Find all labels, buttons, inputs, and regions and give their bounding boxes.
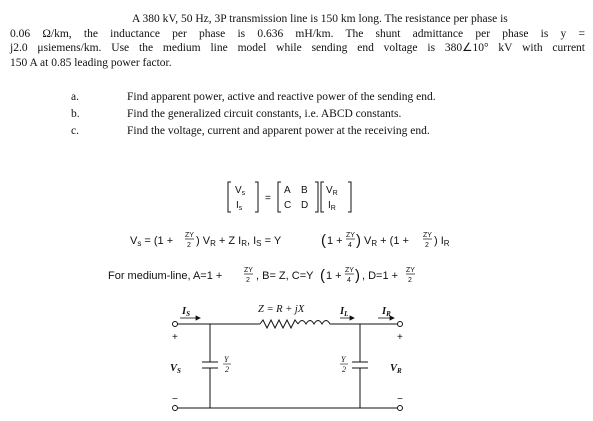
task-a-text: Find apparent power, active and reactive power of the sending end. [127,91,436,103]
plus-right: + [397,332,403,343]
svg-text:2: 2 [408,277,412,284]
svg-text:Vs = (1 +: Vs = (1 + [130,235,174,248]
matrix-is: $I_s$ [236,200,243,212]
receiving-terminal-bottom [398,406,403,411]
plus-left: + [172,332,178,343]
resistor-symbol [260,320,298,328]
svg-text:1 +: 1 + [327,235,343,247]
svg-text:(: ( [321,232,326,249]
svg-text:1 +: 1 + [326,270,342,282]
matrix-c: C [284,200,292,211]
matrix-ir: $I_R$ [328,200,336,212]
minus-left: − [172,394,178,405]
svg-text:) VR + Z IR, IS = Y: ) VR + Z IR, IS = Y [196,235,282,248]
svg-text:4: 4 [348,242,352,249]
svg-text:2: 2 [187,242,191,249]
y2-right-den: 2 [342,365,346,374]
pi-circuit-diagram [160,296,430,416]
vr-label: VR [390,363,402,375]
minus-right: − [397,394,403,405]
problem-line-4: 150 A at 0.85 leading power factor. [10,56,172,69]
task-c-letter: c. [71,125,79,137]
abcd-matrix-equation [225,178,385,218]
problem-line-1: A 380 kV, 50 Hz, 3P transmission line is 150 km long. The resistance per phase is [132,13,508,25]
svg-text:For medium-line, A=1 +: For medium-line, A=1 + [108,270,223,282]
medium-line-constants [108,261,483,291]
svg-text:) IR: ) IR [434,235,450,248]
matrix-a: A [284,185,291,196]
svg-text:ZY: ZY [244,267,253,274]
task-a-letter: a. [71,91,79,103]
task-c-text: Find the voltage, current and apparent power at the receiving end. [127,125,430,137]
problem-statement [10,12,585,70]
matrix-b: B [301,185,308,196]
task-b-text: Find the generalized circuit constants, i.e. ABCD constants. [127,108,402,120]
svg-text:ZY: ZY [345,267,354,274]
svg-text:VR + (1 +: VR + (1 + [364,235,409,248]
matrix-d: D [301,200,309,211]
svg-text:2: 2 [246,277,250,284]
svg-text:ZY: ZY [185,232,194,239]
svg-text:, B= Z, C=Y: , B= Z, C=Y [256,270,314,282]
is-label: IS [182,306,190,318]
svg-text:): ) [355,267,360,284]
problem-line-2: 0.06 Ω/km, the inductance per phase is 0.636 mH/km. The shunt admittance per phase is y = [10,27,585,40]
svg-text:4: 4 [347,277,351,284]
impedance-label: Z = R + jX [258,304,305,315]
sending-terminal-top [173,322,178,327]
y2-left-num: Y [224,355,229,364]
matrix-equals: = [265,193,271,204]
inductor-symbol [298,321,330,325]
svg-text:ZY: ZY [346,232,355,239]
vs-is-equation [130,226,470,256]
y2-left-den: 2 [225,365,229,374]
svg-text:ZY: ZY [423,232,432,239]
svg-text:(: ( [320,267,325,284]
ir-label: IR [382,306,391,318]
il-label: IL [340,306,349,318]
receiving-terminal-top [398,322,403,327]
svg-text:ZY: ZY [406,267,415,274]
problem-line-3: j2.0 μsiemens/km. Use the medium line model while sending end voltage is 380∠10° kV with current [10,42,585,54]
vs-label: VS [170,363,181,375]
svg-text:2: 2 [425,242,429,249]
y2-right-num: Y [341,355,346,364]
matrix-vs: $V_s$ [235,185,246,197]
matrix-vr: $V_R$ [326,185,338,197]
task-b-letter: b. [71,108,80,120]
svg-text:, D=1 +: , D=1 + [362,270,399,282]
sending-terminal-bottom [173,406,178,411]
svg-text:): ) [356,232,361,249]
